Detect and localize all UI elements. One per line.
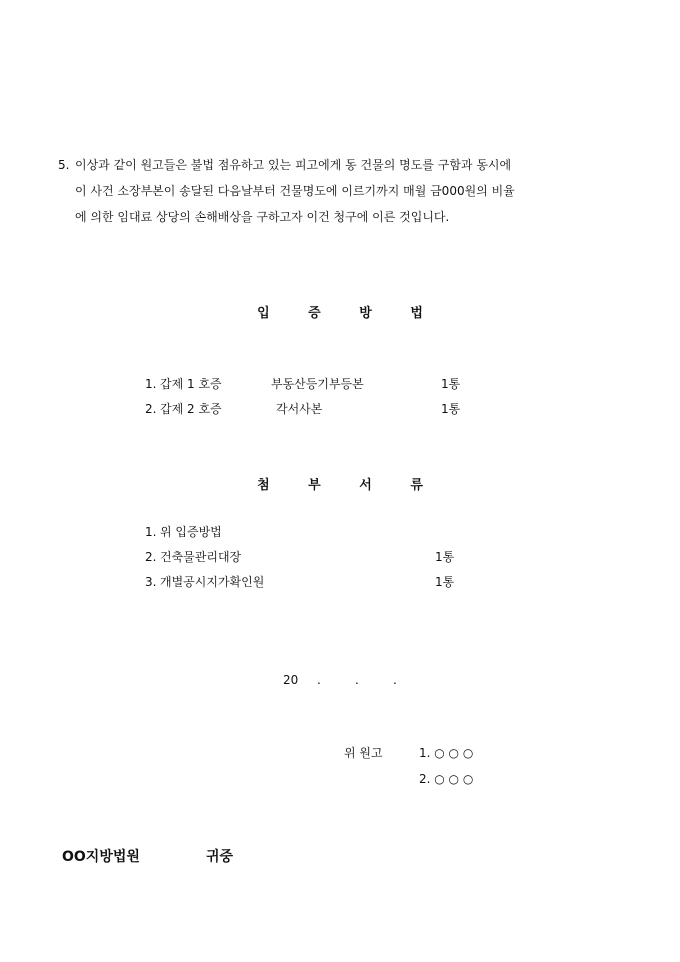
paragraph-5	[58, 152, 624, 230]
heading-char: 방	[359, 306, 372, 321]
heading-char: 부	[308, 478, 321, 493]
item-number: 2.	[145, 550, 157, 564]
heading-char: 법	[410, 306, 423, 321]
item-quantity: 1통	[435, 550, 455, 564]
paragraph-line: 이 사건 소장부본이 송달된 다음날부터 건물명도에 이르기까지 매월 금000원의 비율	[75, 184, 515, 198]
item-name: 각서사본	[276, 402, 323, 416]
item-number: 3.	[145, 575, 157, 589]
court-suffix: 귀중	[206, 849, 234, 865]
plaintiff-label: 위 원고	[344, 746, 383, 760]
item-name: 건축물관리대장	[160, 550, 242, 564]
item-label: 갑제 1 호증	[160, 377, 222, 391]
date-separator: .	[393, 673, 397, 687]
date-year: 20	[283, 673, 299, 687]
item-number: 1.	[145, 525, 157, 539]
heading-char: 첨	[257, 478, 270, 493]
court-name: OO지방법원	[62, 849, 140, 865]
item-name: 부동산등기부등본	[271, 377, 364, 391]
attachments-heading	[0, 474, 680, 493]
heading-char: 증	[308, 306, 321, 321]
item-quantity: 1통	[441, 402, 461, 416]
item-number: 1.	[145, 377, 157, 391]
paragraph-line: 이상과 같이 원고들은 불법 점유하고 있는 피고에게 동 건물의 명도를 구함과 동시에	[75, 158, 512, 172]
paragraph-line: 에 의한 임대료 상당의 손해배상을 구하고자 이건 청구에 이른 것입니다.	[75, 210, 450, 224]
plaintiff-name: 2. ○ ○ ○	[419, 772, 474, 786]
date-separator: .	[355, 673, 359, 687]
item-quantity: 1통	[441, 377, 461, 391]
plaintiff-name: 1. ○ ○ ○	[419, 746, 474, 760]
date-separator: .	[317, 673, 321, 687]
item-name: 개별공시지가확인원	[160, 575, 265, 589]
item-label: 갑제 2 호증	[160, 402, 222, 416]
paragraph-number: 5.	[58, 158, 70, 172]
item-quantity: 1통	[435, 575, 455, 589]
heading-char: 류	[410, 478, 423, 493]
item-number: 2.	[145, 402, 157, 416]
heading-char: 입	[257, 306, 270, 321]
evidence-heading	[0, 302, 680, 321]
item-name: 위 입증방법	[160, 525, 222, 539]
heading-char: 서	[359, 478, 372, 493]
